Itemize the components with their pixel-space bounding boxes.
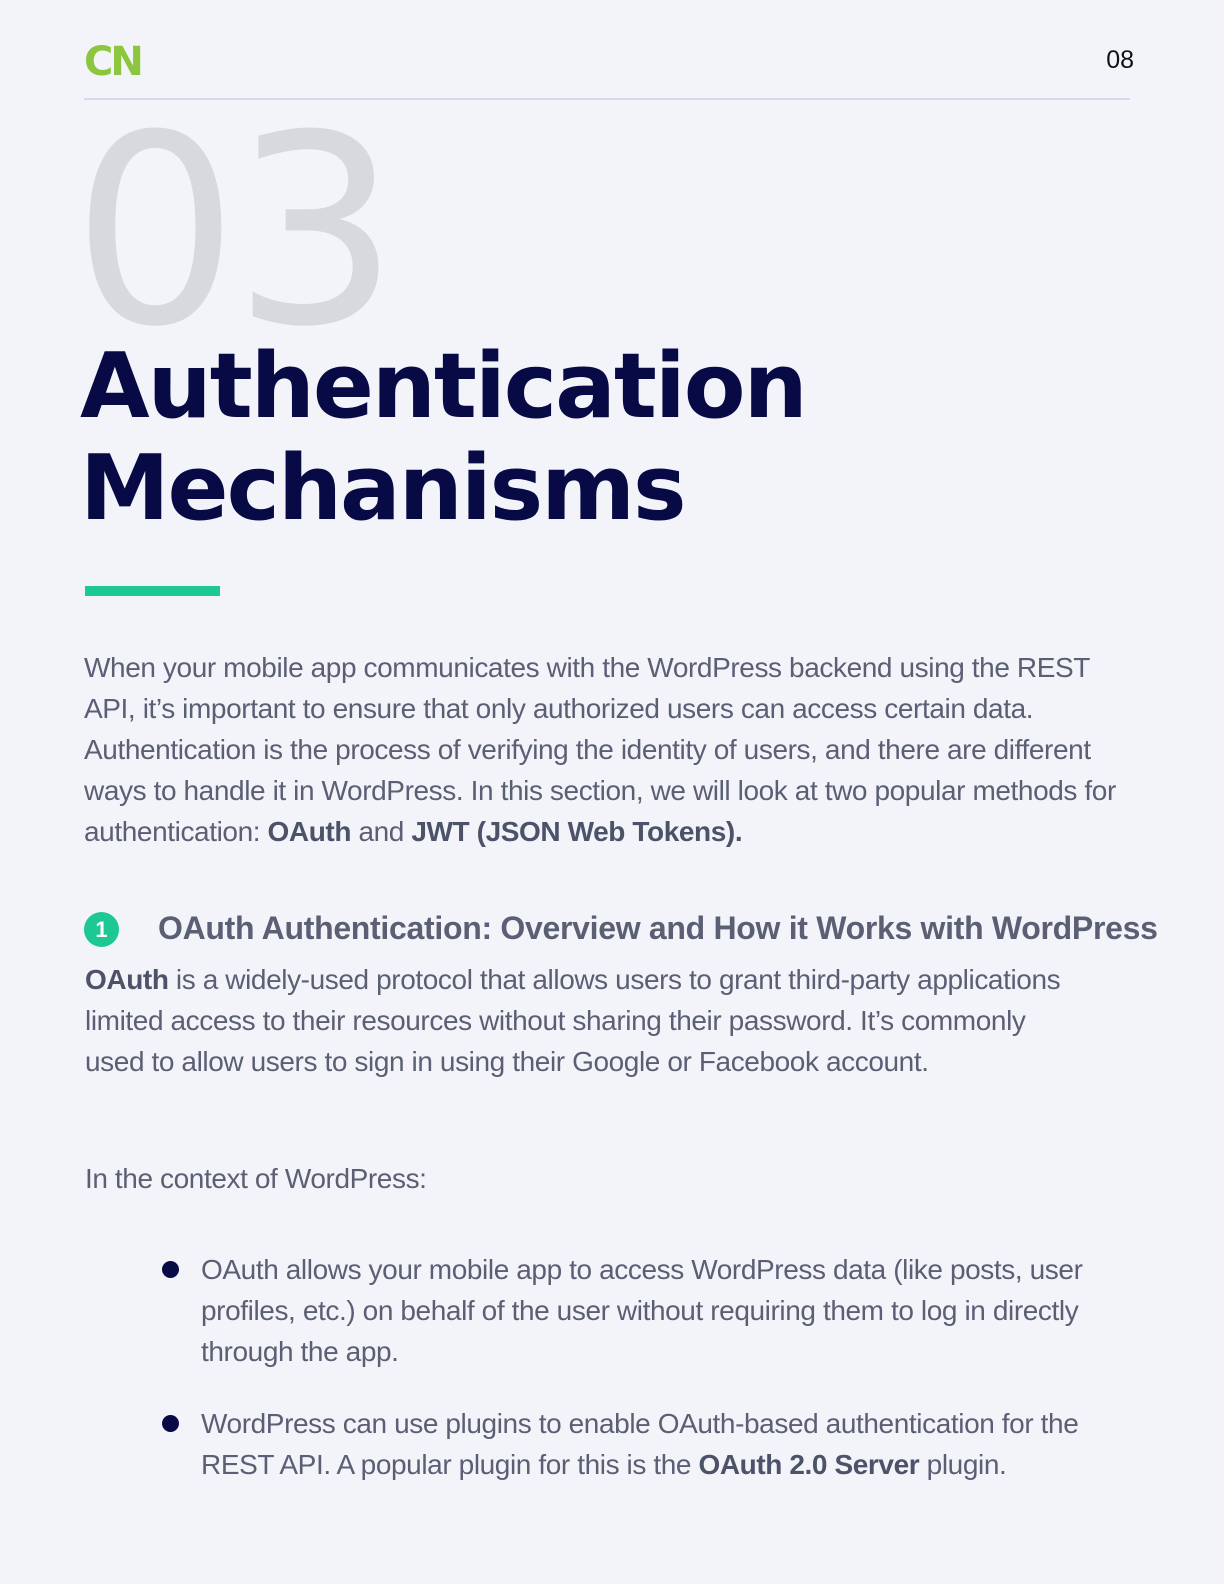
section-heading: OAuth Authentication: Overview and How it Works with WordPress xyxy=(158,910,1158,946)
chapter-title-line-2: Mechanisms xyxy=(80,436,685,541)
bullet-dot-icon xyxy=(162,1261,179,1278)
bullet-dot-icon xyxy=(162,1415,179,1432)
title-accent-bar xyxy=(85,586,220,596)
section-body-paragraph xyxy=(85,959,1085,1082)
section-body-bold: OAuth xyxy=(85,964,169,995)
bullet-text-before: WordPress can use plugins to enable OAuth-based authentication for the REST API. A popular plugin for this is the xyxy=(201,1408,1079,1480)
cn-logo: CN xyxy=(84,39,141,85)
bullet-list xyxy=(160,1249,1120,1485)
section-number-badge: 1 xyxy=(84,912,119,947)
context-label: In the context of WordPress: xyxy=(85,1163,427,1194)
bullet-text-after: plugin. xyxy=(919,1449,1007,1480)
intro-bold-jwt: JWT (JSON Web Tokens). xyxy=(411,816,743,847)
chapter-number: 03 xyxy=(72,79,394,384)
bullet-bold-plugin: OAuth 2.0 Server xyxy=(698,1449,920,1480)
chapter-title-line-1: Authentication xyxy=(80,334,806,439)
page-number: 08 xyxy=(1106,46,1134,74)
intro-bold-oauth: OAuth xyxy=(267,816,352,847)
intro-paragraph xyxy=(84,647,1144,852)
intro-text-1: When your mobile app communicates with the WordPress backend using the REST API, it’s important to ensure that only authorized users can access certain data. Authentication is the process of verifying the identity of users, and there are different ways to handle it in WordPress. In this section, we will look at two popular methods for authentication: xyxy=(84,652,1116,847)
chapter-title xyxy=(80,336,806,540)
list-item xyxy=(160,1249,1120,1372)
section-body-text: is a widely-used protocol that allows users to grant third-party applications limited access to their resources without sharing their password. It’s commonly used to allow users to sign in using their Google or Facebook account. xyxy=(85,964,1061,1077)
intro-text-2: and xyxy=(351,816,412,847)
bullet-text: OAuth allows your mobile app to access WordPress data (like posts, user profiles, etc.) on behalf of the user without requiring them to log in directly through the app. xyxy=(201,1254,1083,1367)
list-item xyxy=(160,1403,1120,1485)
